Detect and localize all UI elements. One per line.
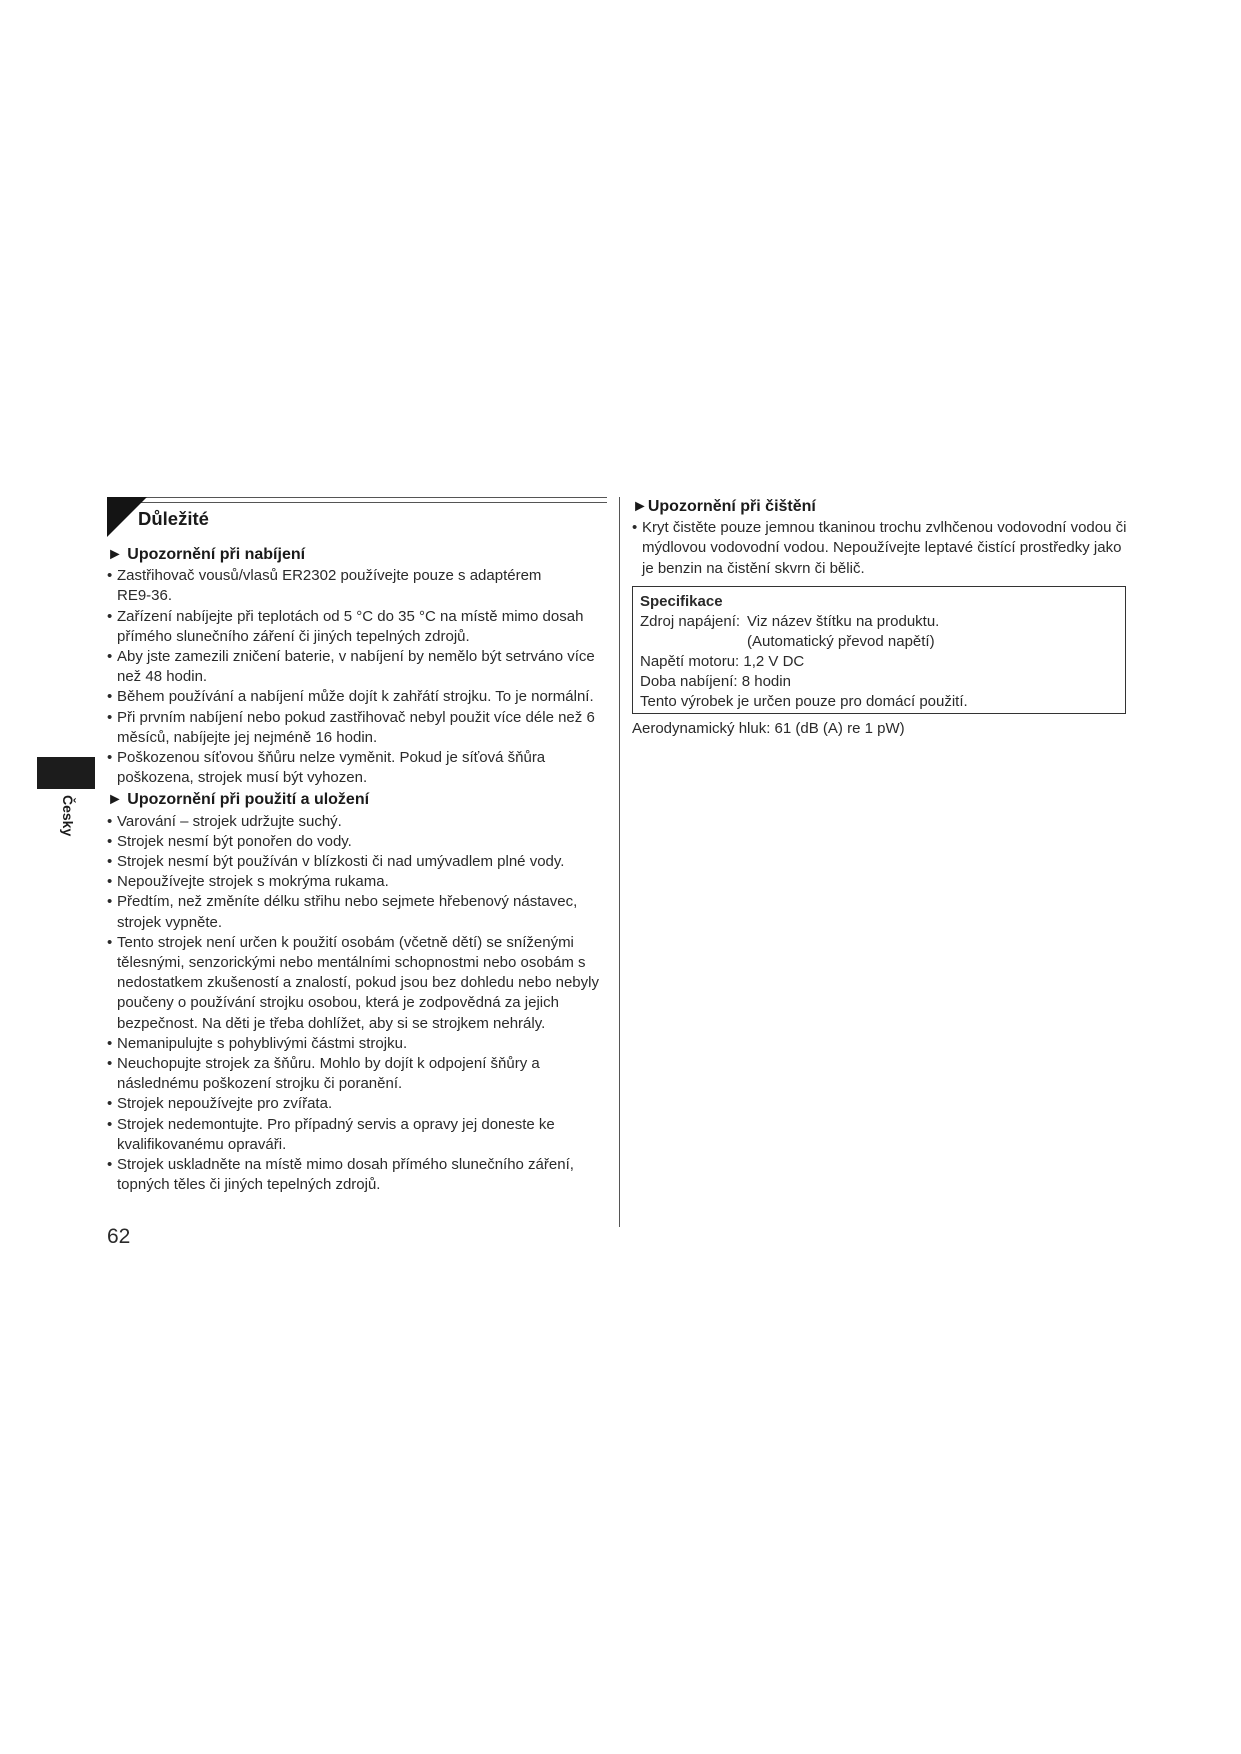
specs-household: Tento výrobek je určen pouze pro domácí použití. [640, 693, 968, 710]
specs-power-row [640, 612, 1118, 632]
language-label: Česky [60, 795, 76, 837]
section-title: Důležité [138, 508, 209, 529]
specs-charge-time: Doba nabíjení: 8 hodin [640, 673, 791, 690]
list-item: • Poškozenou síťovou šňůru nelze vyměnit. Pokud je síťová šňůra poškozena, strojek musí být vyhozen. [107, 748, 607, 788]
section-header-rule [107, 497, 607, 503]
list-item: • Během používání a nabíjení může dojít k zahřátí strojku. To je normální. [107, 687, 607, 707]
list-item: • Předtím, než změníte délku střihu nebo sejmete hřebenový nástavec, strojek vypněte. [107, 892, 607, 932]
specs-power-label: Zdroj napájení: [640, 613, 741, 630]
noise-spec: Aerodynamický hluk: 61 (dB (A) re 1 pW) [632, 720, 905, 737]
specs-power-value: Viz název štítku na produktu. [747, 613, 940, 630]
charging-heading: ► Upozornění při nabíjení [107, 546, 306, 563]
list-item: • Varování – strojek udržujte suchý. [107, 812, 607, 832]
cleaning-heading: ►Upozornění při čištění [632, 498, 816, 515]
list-item: • Zastřihovač vousů/vlasů ER2302 používejte pouze s adaptérem RE9-36. [107, 566, 607, 606]
page-number: 62 [107, 1225, 131, 1248]
usage-heading: ► Upozornění při použití a uložení [107, 791, 370, 809]
list-item: • Kryt čistěte pouze jemnou tkaninou trochu zvlhčenou vodovodní vodou či mýdlovou vodovodní vodou. Nepoužívejte leptavé čistící prostředky jako je benzin na čistění skvrn či bělič. [632, 518, 1132, 579]
list-item: • Strojek nesmí být používán v blízkosti či nad umývadlem plné vody. [107, 852, 607, 872]
list-item: • Neuchopujte strojek za šňůru. Mohlo by dojít k odpojení šňůry a následnému poškození strojku či poranění. [107, 1054, 607, 1094]
column-divider [619, 497, 620, 1227]
list-item: • Strojek nesmí být ponořen do vody. [107, 832, 607, 852]
specifications-box [632, 586, 1126, 714]
list-item: • Aby jste zamezili zničení baterie, v nabíjení by nemělo být setrváno více než 48 hodin. [107, 647, 607, 687]
specs-motor: Napětí motoru: 1,2 V DC [640, 653, 805, 670]
list-item: • Strojek nedemontujte. Pro případný servis a opravy jej doneste ke kvalifikovanému opraváři. [107, 1115, 607, 1155]
list-item: • Strojek nepoužívejte pro zvířata. [107, 1094, 607, 1114]
list-item: • Nepoužívejte strojek s mokrýma rukama. [107, 872, 607, 892]
list-item: • Strojek uskladněte na místě mimo dosah přímého slunečního záření, topných těles či jiných tepelných zdrojů. [107, 1155, 607, 1195]
left-column [107, 545, 607, 1196]
language-tab [37, 757, 95, 789]
right-column [632, 497, 1132, 579]
list-item: • Zařízení nabíjejte při teplotách od 5 °C do 35 °C na místě mimo dosah přímého slunečního záření či jiných tepelných zdrojů. [107, 607, 607, 647]
specs-title: Specifikace [640, 593, 723, 610]
list-item: • Nemanipulujte s pohyblivými částmi strojku. [107, 1034, 607, 1054]
specs-power-note: (Automatický převod napětí) [747, 633, 935, 650]
list-item: • Tento strojek není určen k použití osobám (včetně dětí) se sníženými tělesnými, senzorickými nebo mentálními schopnostmi nebo osobám s nedostatkem zkušeností a znalostí, pokud jsou bez dohledu nebo nebyly poučeny o používání strojku osobou, která je zodpovědná za jejich bezpečnost. Na děti je třeba dohlížet, aby si se strojkem nehrály. [107, 933, 607, 1034]
list-item: • Při prvním nabíjení nebo pokud zastřihovač nebyl použit více déle než 6 měsíců, nabíjejte jej nejméně 16 hodin. [107, 708, 607, 748]
